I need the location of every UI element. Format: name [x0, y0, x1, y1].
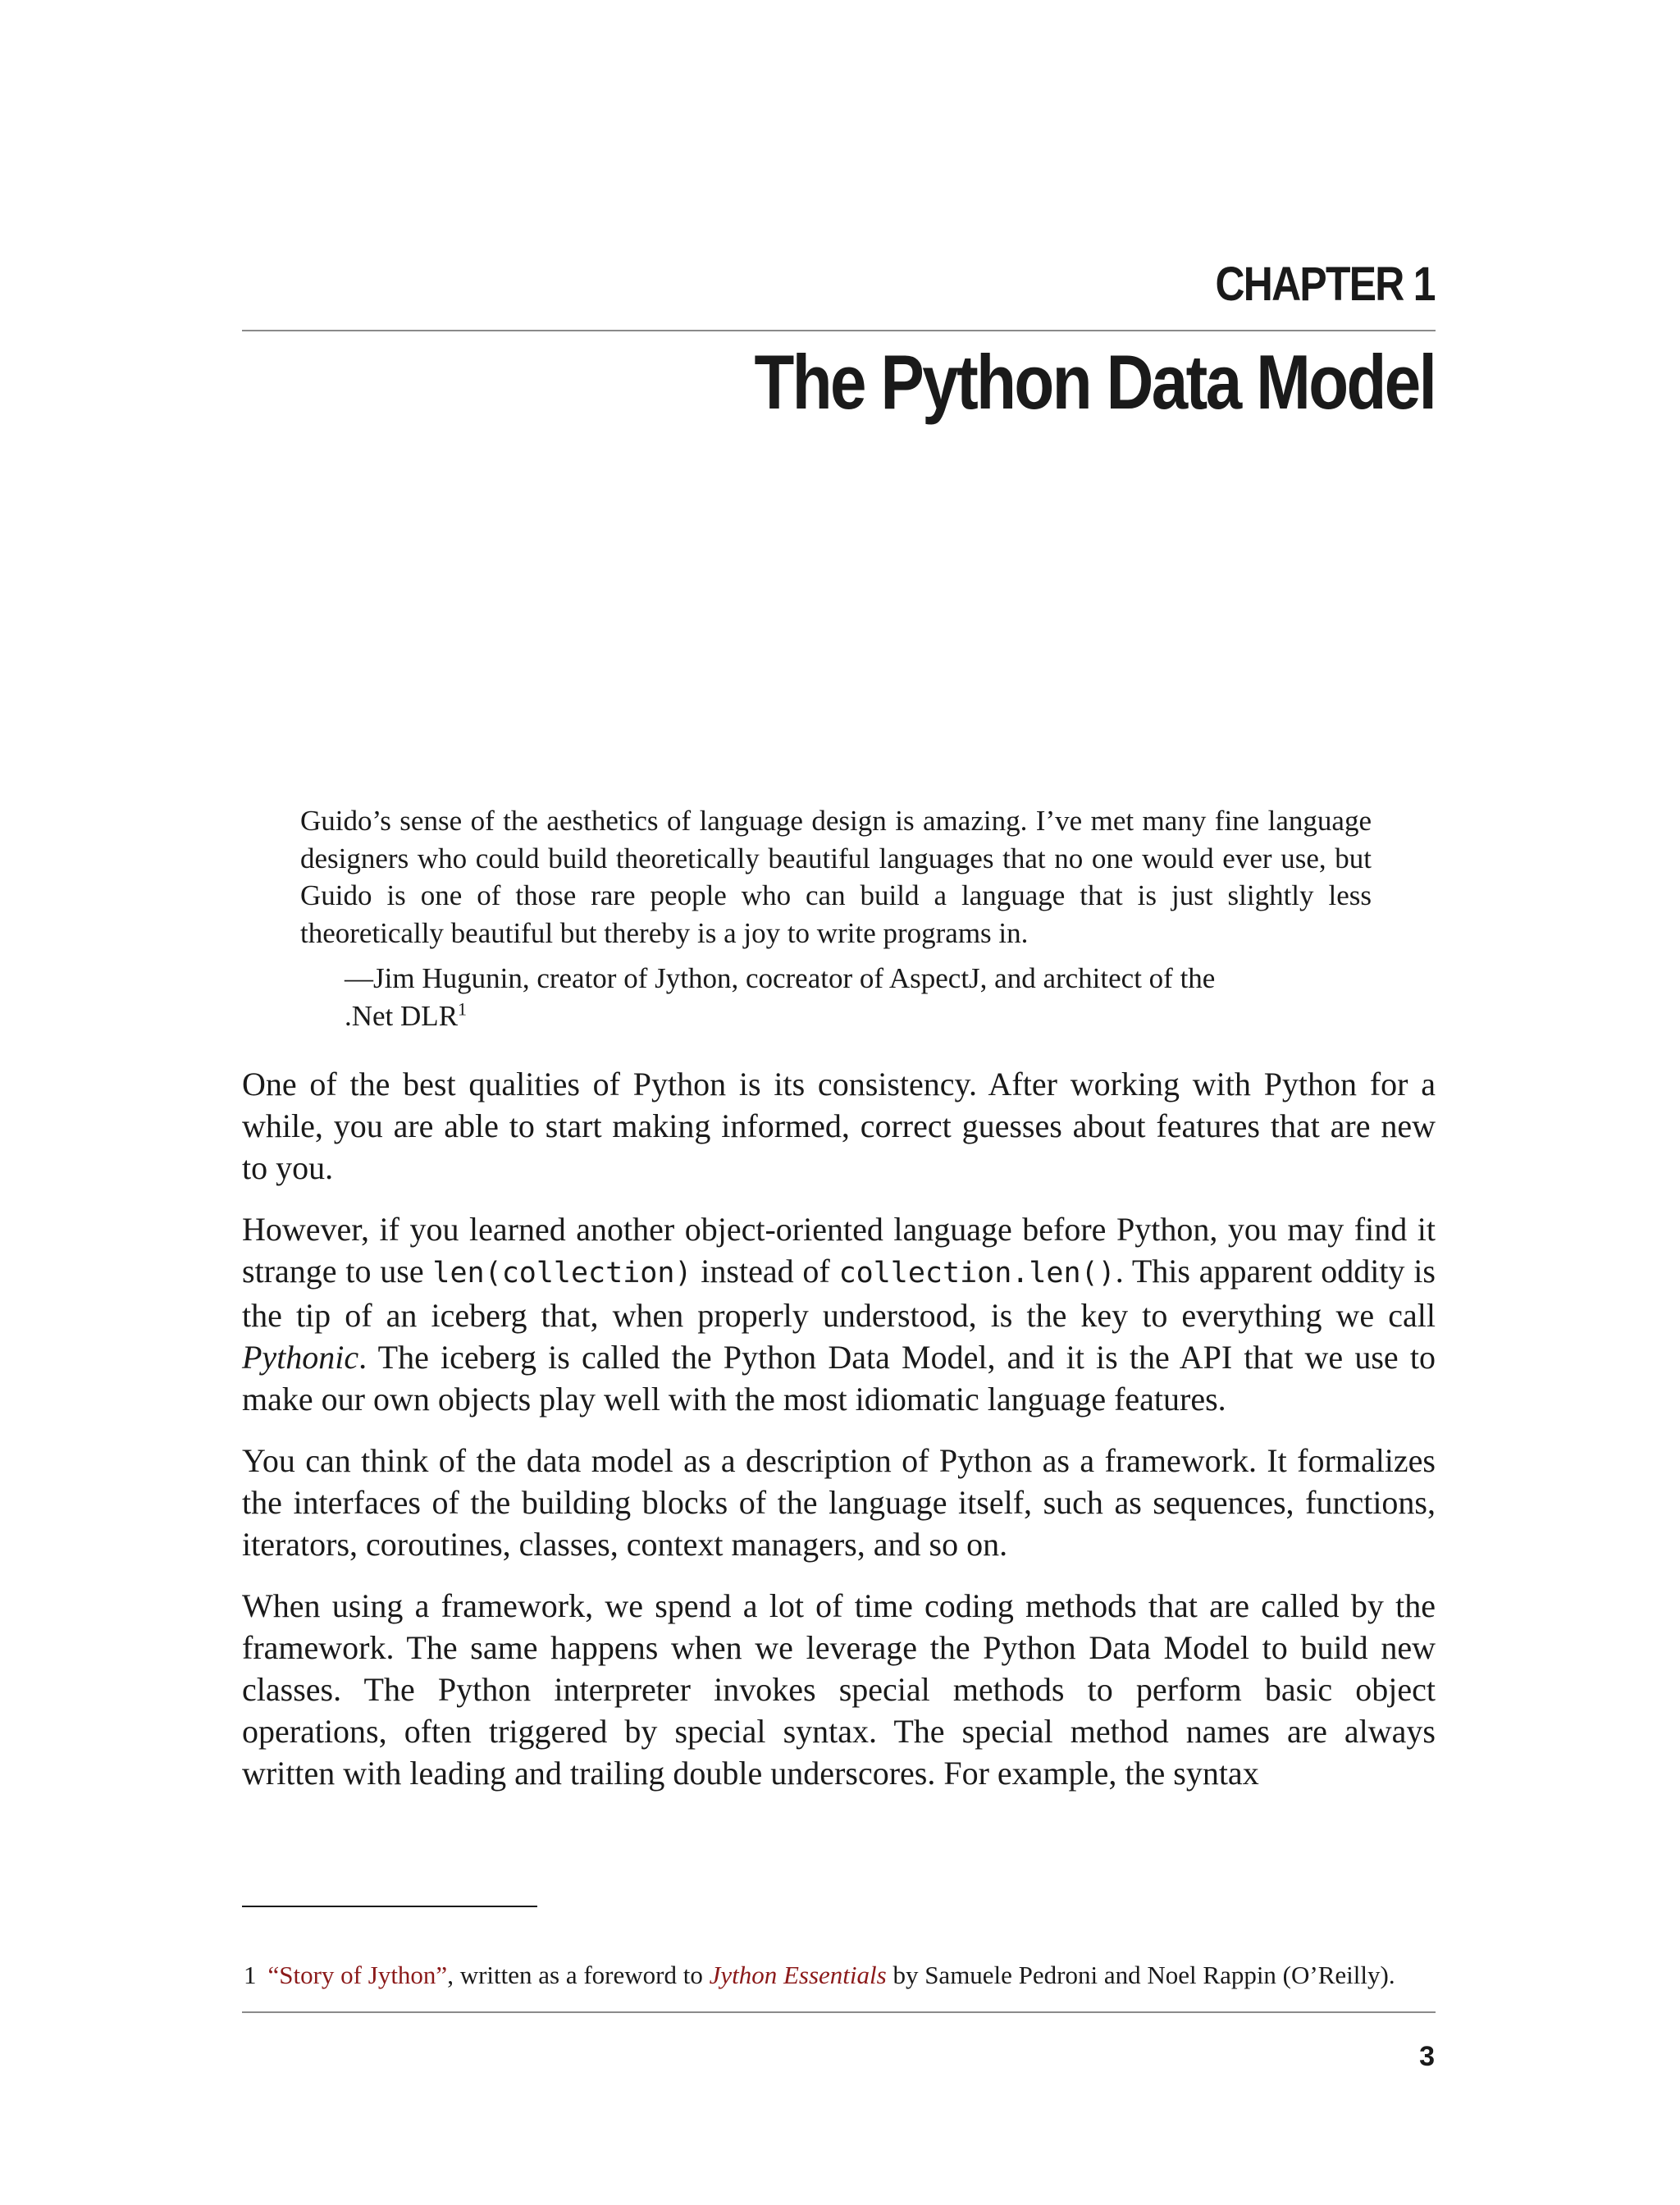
- epigraph-quote: Guido’s sense of the aesthetics of language design is amazing. I’ve met many fine language designers who could build theoretically beautiful languages that no one would ever use, but Guido is one of those rare people who can build a language that is just slightly less theoretically beautiful but thereby is a joy to write programs in.: [300, 805, 1372, 949]
- epigraph-attribution: [345, 960, 1230, 1034]
- chapter-label: CHAPTER 1: [1215, 258, 1435, 311]
- chapter-title: The Python Data Model: [754, 339, 1435, 425]
- footnote-number: 1: [244, 1961, 257, 1989]
- p2-text-2: instead of: [692, 1253, 839, 1290]
- p2-text-3: . This apparent oddity is the tip of an iceberg that, when properly understood, is the key to everything we call: [242, 1253, 1436, 1334]
- emphasis-pythonic: Pythonic: [242, 1339, 359, 1376]
- footnote-text-1: , written as a foreword to: [447, 1961, 710, 1989]
- paragraph-3: You can think of the data model as a description of Python as a framework. It formalizes the interfaces of the building blocks of the language itself, such as sequences, functions, iterators, coroutines, classes, context managers, and so on.: [242, 1442, 1436, 1563]
- paragraph-2: [242, 1208, 1436, 1420]
- page-footer-divider: [242, 2011, 1436, 2013]
- code-collection-len: collection.len(): [838, 1257, 1116, 1290]
- p2-text-4: . The iceberg is called the Python Data Model, and it is the API that we use to make our own objects play well with the most idiomatic language features.: [242, 1339, 1436, 1418]
- body-text: [242, 1063, 1436, 1814]
- footnote-link-story-of-jython[interactable]: “Story of Jython”: [267, 1961, 448, 1989]
- footnote: [244, 1959, 1395, 1992]
- chapter-divider: [242, 330, 1436, 331]
- paragraph-4: When using a framework, we spend a lot of time coding methods that are called by the framework. The same happens when we leverage the Python Data Model to build new classes. The Python interpreter invokes special methods to perform basic object operations, often triggered by special syntax. The special method names are always written with leading and trailing double underscores. For example, the syntax: [242, 1587, 1436, 1792]
- footnote-ref[interactable]: 1: [458, 998, 468, 1019]
- footnote-divider: [242, 1906, 537, 1907]
- code-len-collection: len(collection): [432, 1257, 692, 1290]
- paragraph-1: One of the best qualities of Python is its consistency. After working with Python for a while, you are able to start making informed, correct guesses about features that are new to you.: [242, 1066, 1436, 1186]
- attribution-text: —Jim Hugunin, creator of Jython, cocreator of AspectJ, and architect of the .Net DLR: [345, 962, 1216, 1032]
- footnote-text-2: by Samuele Pedroni and Noel Rappin (O’Reilly).: [886, 1961, 1395, 1989]
- page-number: 3: [1419, 2041, 1435, 2072]
- epigraph: [300, 802, 1372, 1034]
- p2-text-1: However, if you learned another object-oriented language before Python, you may find it strange to use: [242, 1211, 1436, 1290]
- footnote-link-jython-essentials[interactable]: Jython Essentials: [709, 1961, 887, 1989]
